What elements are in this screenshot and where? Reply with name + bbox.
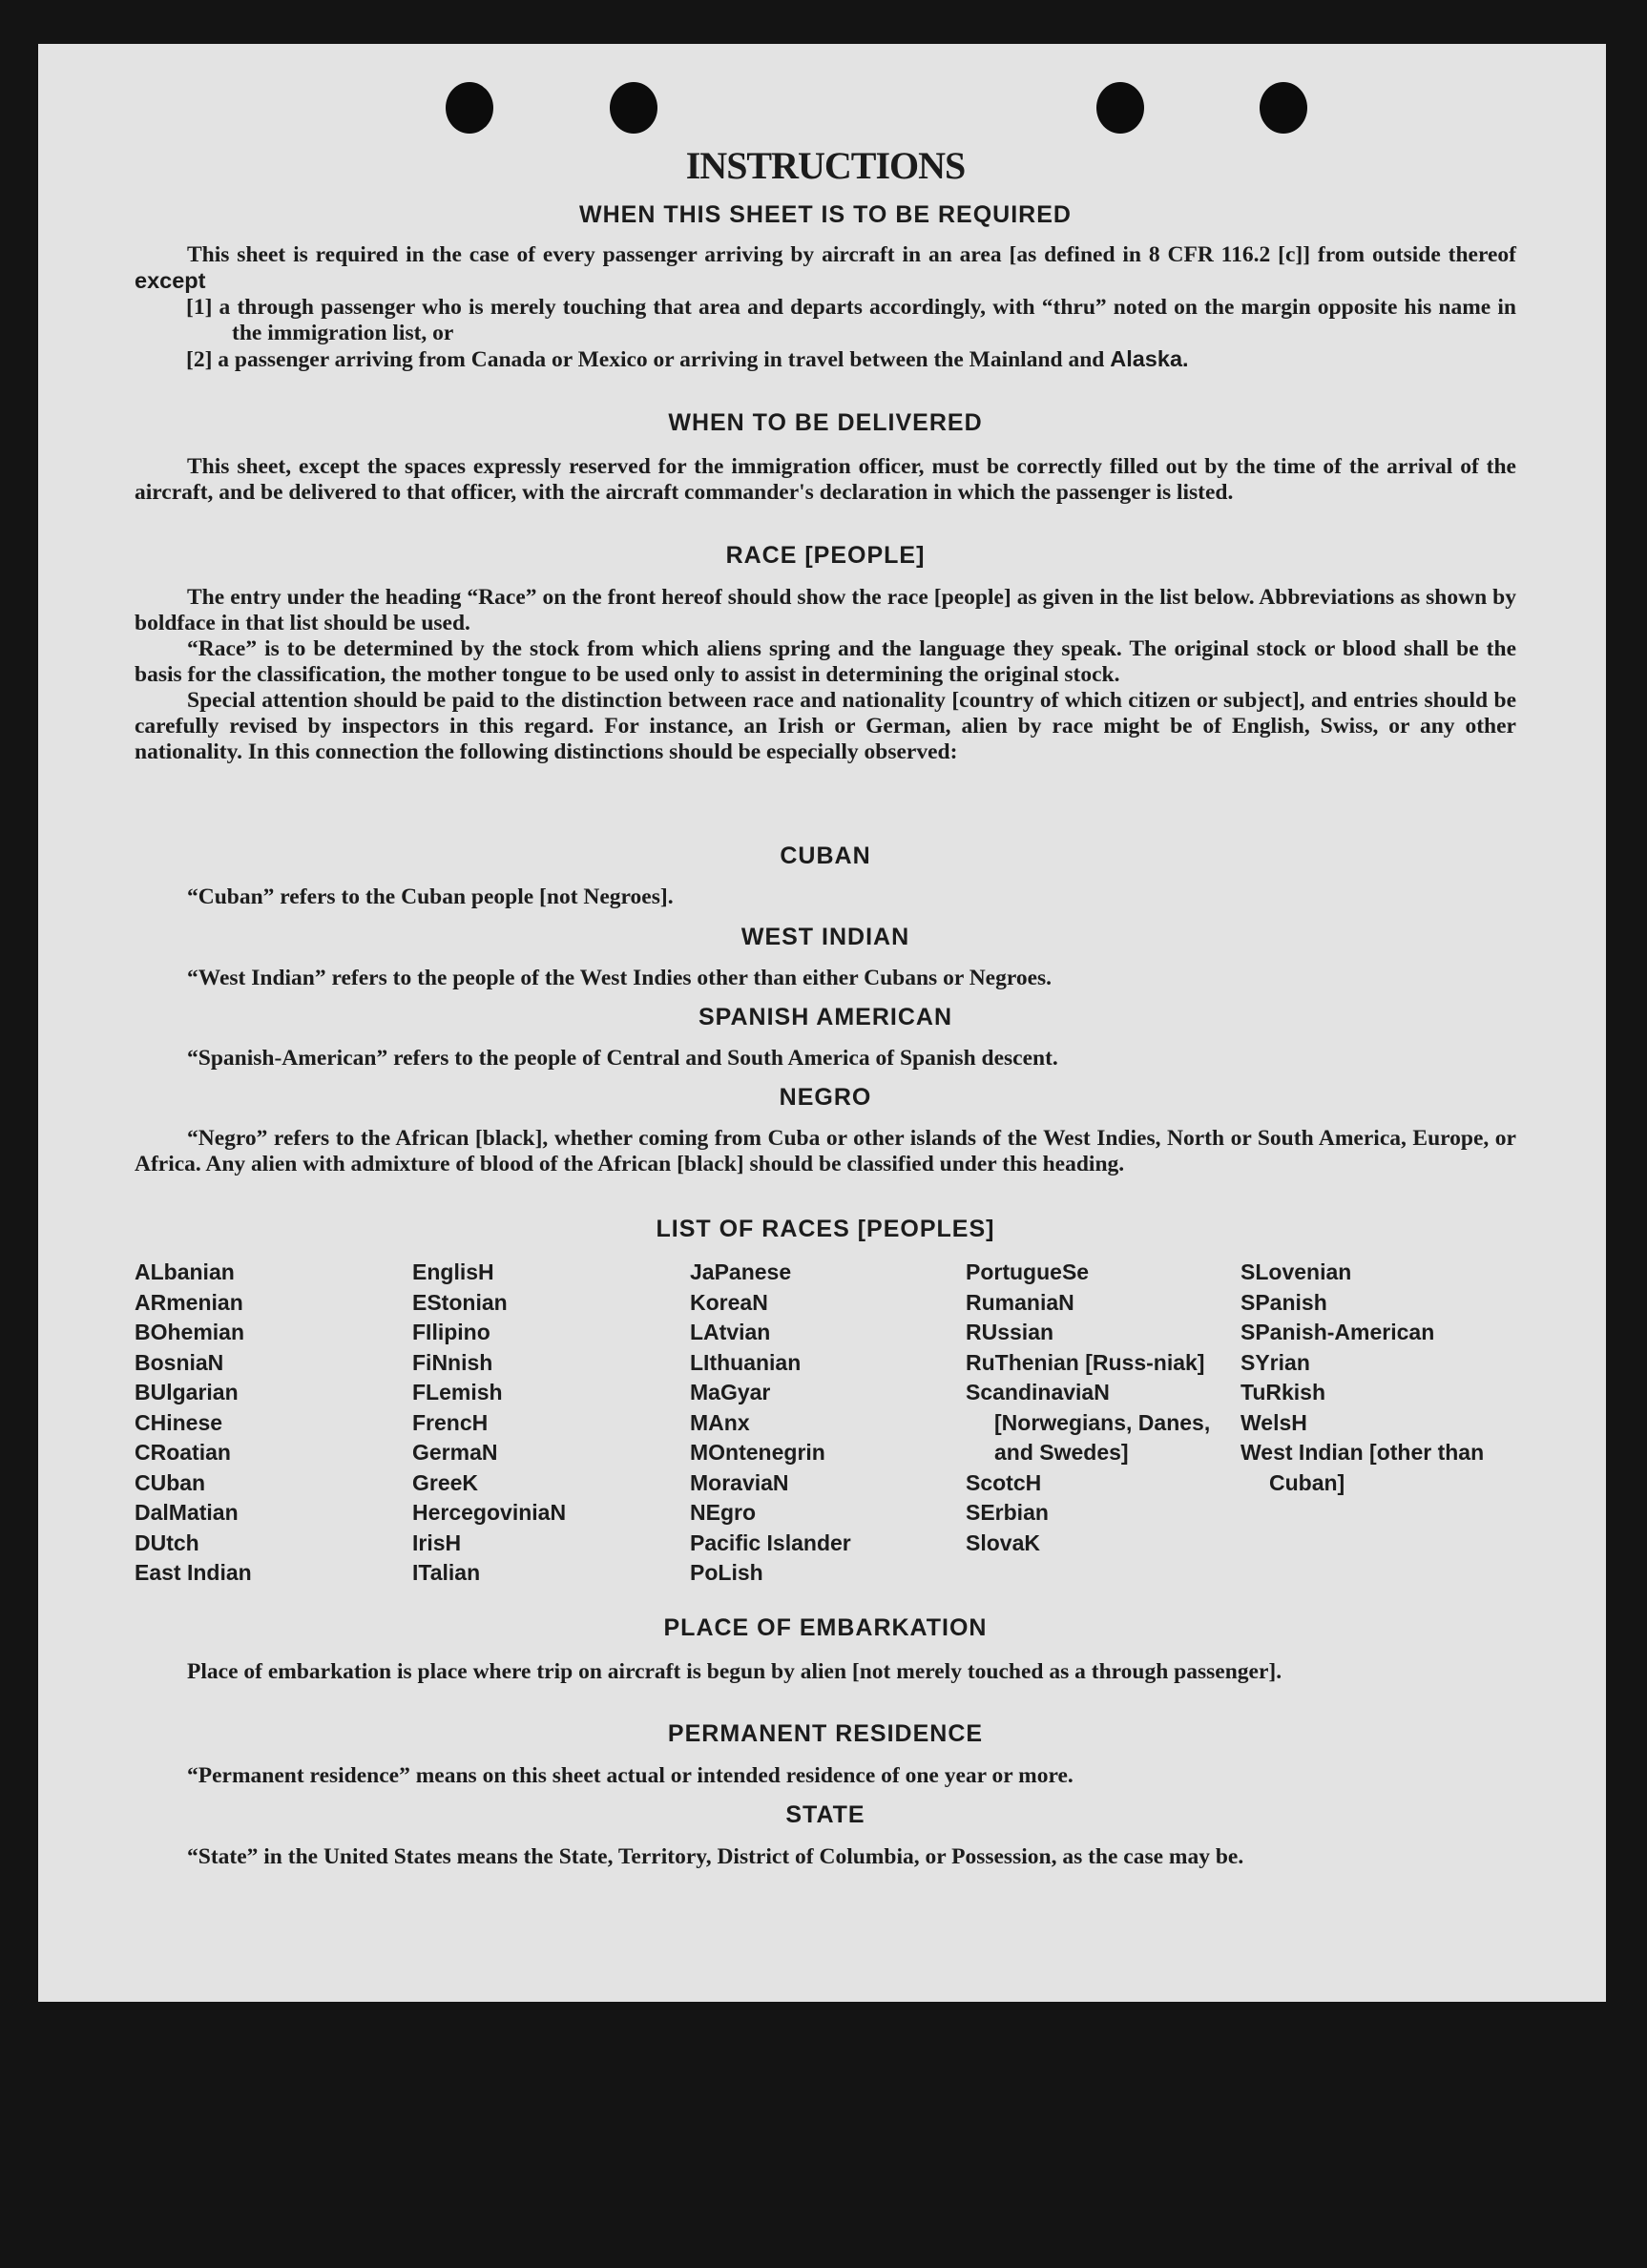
race-list-item: CRoatian: [135, 1440, 231, 1465]
race-list-item: West Indian [other than Cuban]: [1240, 1440, 1485, 1495]
heading-embarkation: PLACE OF EMBARKATION: [663, 1614, 988, 1641]
race-list-item: IrisH: [412, 1529, 462, 1555]
negro-text: “Negro” refers to the African [black], whether coming from Cuba or other islands of the West Indies, North or South America, Europe, or Africa. Any alien with admixture of blood of the African [black] should be classified under this heading.: [135, 1126, 1516, 1176]
race-list-item: RumaniaN: [966, 1289, 1074, 1315]
race-list-item: FrencH: [412, 1409, 489, 1435]
race-list-item: HercegoviniaN: [412, 1500, 567, 1525]
heading-residence: PERMANENT RESIDENCE: [667, 1720, 984, 1747]
spanish-american-text: “Spanish-American” refers to the people of Central and South America of Spanish descent.: [187, 1046, 1058, 1071]
race-list-item: DUtch: [135, 1529, 199, 1555]
race-list-item: MAnx: [690, 1409, 750, 1435]
race-list-item: BUlgarian: [135, 1380, 239, 1404]
race-list-column: [412, 1258, 684, 1589]
race-list-item: DalMatian: [135, 1500, 239, 1525]
race-list-item: JaPanese: [690, 1259, 792, 1284]
race-list-item: MaGyar: [690, 1380, 771, 1404]
delivered-paragraph: This sheet, except the spaces expressly reserved for the immigration officer, must be correctly filled out by the time of the arrival of the aircraft, and be delivered to that officer, with the aircraft commander's declaration in which the passenger is listed.: [135, 454, 1516, 505]
delivered-text: [135, 454, 1516, 506]
race-list-item: BOhemian: [135, 1320, 245, 1344]
race-list-item: GermaN: [412, 1440, 498, 1465]
race-list-item: ScandinaviaN [Norwegians, Danes, and Swedes]: [966, 1380, 1211, 1465]
required-text: [135, 242, 1516, 373]
race-list-item: SYrian: [1240, 1349, 1310, 1375]
race-list-item: MoraviaN: [690, 1469, 789, 1495]
race-list-item: BosniaN: [135, 1349, 224, 1375]
race-list-item: EStonian: [412, 1289, 508, 1315]
race-list-column: [966, 1258, 1238, 1558]
race-list-item: SPanish: [1240, 1289, 1327, 1315]
punch-hole: [1260, 82, 1307, 134]
residence-text: “Permanent residence” means on this sheet actual or intended residence of one year or more.: [187, 1763, 1074, 1788]
race-list-item: ALbanian: [135, 1259, 235, 1284]
race-list-item: CHinese: [135, 1409, 223, 1435]
race-list-column: [1240, 1258, 1512, 1498]
heading-delivered: WHEN TO BE DELIVERED: [668, 409, 983, 436]
race-list-item: FIlipino: [412, 1320, 490, 1344]
cuban-text: “Cuban” refers to the Cuban people [not Negroes].: [187, 884, 674, 909]
punch-hole: [446, 82, 493, 134]
west-indian-text: “West Indian” refers to the people of the West Indies other than either Cubans or Negroes.: [187, 966, 1053, 990]
race-list-item: SlovaK: [966, 1529, 1040, 1555]
state-text: “State” in the United States means the State, Territory, District of Columbia, or Possession, as the case may be.: [187, 1844, 1244, 1869]
race-list-column: [135, 1258, 407, 1589]
race-list-item: ITalian: [412, 1560, 481, 1585]
race-list-item: LAtvian: [690, 1320, 771, 1344]
race-list-item: SErbian: [966, 1500, 1049, 1525]
punch-hole: [610, 82, 657, 134]
heading-spanish-american: SPANISH AMERICAN: [698, 1004, 952, 1030]
race-text: [135, 585, 1516, 765]
race-list-item: PortugueSe: [966, 1259, 1090, 1284]
required-intro-bold: except: [135, 268, 206, 293]
race-list-item: PoLish: [690, 1560, 763, 1585]
race-list-item: FLemish: [412, 1380, 503, 1404]
race-paragraph-3: Special attention should be paid to the distinction between race and nationality [country of which citizen or subject], and entries should be carefully revised by inspectors in this regard. For instance, an Irish or German, alien by race might be of English, Swiss, or any other nationality. In this connection the following distinctions should be especially observed:: [135, 688, 1516, 764]
required-item-2: [135, 346, 1516, 373]
heading-cuban: CUBAN: [780, 843, 871, 869]
race-paragraph-2: “Race” is to be determined by the stock from which aliens spring and the language they speak. The original stock or blood shall be the basis for the classification, the mother tongue to be used only to assist in determining the original stock.: [135, 636, 1516, 687]
required-item-2-text: [2] a passenger arriving from Canada or Mexico or arriving in travel between the Mainland and: [186, 347, 1105, 372]
heading-state: STATE: [785, 1801, 865, 1828]
race-list-item: KoreaN: [690, 1289, 768, 1315]
embarkation-text: Place of embarkation is place where trip on aircraft is begun by alien [not merely touched as a through passenger].: [187, 1659, 1282, 1684]
race-list-item: WelsH: [1240, 1409, 1307, 1435]
heading-required: WHEN THIS SHEET IS TO BE REQUIRED: [579, 201, 1072, 228]
race-list-item: East Indian: [135, 1560, 252, 1585]
race-list-item: MOntenegrin: [690, 1440, 825, 1465]
race-list-item: CUban: [135, 1469, 206, 1495]
race-list-item: Pacific Islander: [690, 1529, 851, 1555]
race-list-item: RuThenian [Russ-niak]: [966, 1349, 1205, 1375]
race-list-item: SPanish-American: [1240, 1320, 1435, 1344]
race-list-item: TuRkish: [1240, 1380, 1326, 1404]
required-item-1: [1] a through passenger who is merely touching that area and departs accordingly, with “thru” noted on the margin opposite his name in the immigration list, or: [186, 295, 1516, 345]
heading-list: LIST OF RACES [PEOPLES]: [656, 1216, 995, 1242]
race-list-item: FiNnish: [412, 1349, 493, 1375]
punch-hole: [1096, 82, 1144, 134]
race-list-item: ScotcH: [966, 1469, 1042, 1495]
heading-west-indian: WEST INDIAN: [740, 924, 910, 950]
race-list-item: LIthuanian: [690, 1349, 802, 1375]
heading-race: RACE [PEOPLE]: [725, 542, 926, 569]
heading-negro: NEGRO: [779, 1084, 872, 1111]
race-list-item: GreeK: [412, 1469, 479, 1495]
race-list-item: EnglisH: [412, 1259, 494, 1284]
page-title: INSTRUCTIONS: [685, 144, 966, 187]
race-list-column: [690, 1258, 962, 1589]
race-paragraph-1: The entry under the heading “Race” on the front hereof should show the race [people] as given in the list below. Abbreviations as shown by boldface in that list should be used.: [135, 585, 1516, 635]
race-list-item: ARmenian: [135, 1289, 243, 1315]
race-list-item: SLovenian: [1240, 1259, 1352, 1284]
race-list-item: NEgro: [690, 1500, 756, 1525]
required-intro: This sheet is required in the case of every passenger arriving by aircraft in an area [as defined in 8 CFR 116.2 [c]] from outside thereof: [187, 242, 1516, 267]
race-list-item: RUssian: [966, 1320, 1054, 1344]
required-item-2-bold: Alaska.: [1110, 346, 1189, 371]
